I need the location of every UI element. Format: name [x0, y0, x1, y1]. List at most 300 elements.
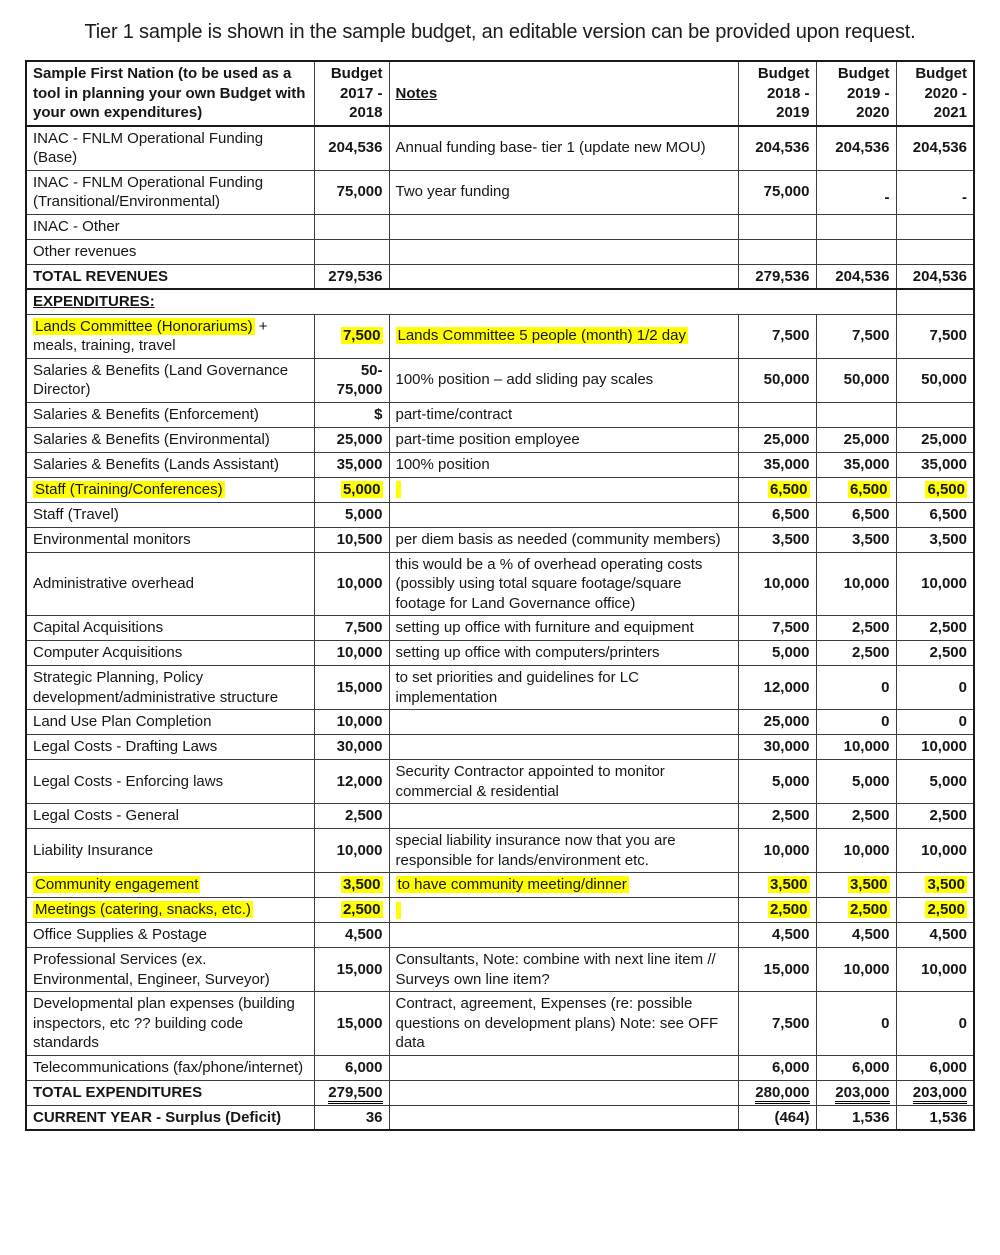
budget-2017-cell — [314, 992, 389, 1056]
budget-value: 7,500 — [929, 327, 967, 345]
budget-2020-cell — [896, 829, 974, 873]
row-label-cell: TOTAL EXPENDITURES — [26, 1080, 314, 1105]
budget-value: 35,000 — [921, 455, 967, 473]
budget-value: 280,000 — [755, 1084, 809, 1104]
table-row — [26, 666, 974, 710]
row-label-cell: Capital Acquisitions — [26, 616, 314, 641]
budget-value: 10,000 — [921, 841, 967, 859]
table-row — [26, 552, 974, 616]
notes-cell — [389, 898, 738, 923]
budget-value: 3,500 — [769, 876, 808, 894]
budget-value: 15,000 — [336, 678, 383, 696]
budget-value: 10,000 — [921, 960, 967, 978]
budget-2018-cell — [738, 666, 816, 710]
budget-value: 25,000 — [336, 430, 383, 448]
col-header-budget-2019: Budget 2019 - 2020 — [816, 61, 896, 126]
budget-value: 35,000 — [843, 455, 890, 473]
budget-value: 35,000 — [336, 455, 383, 473]
budget-2019-cell — [816, 502, 896, 527]
budget-2020-cell — [896, 214, 974, 239]
budget-value: 0 — [958, 1014, 967, 1032]
notes-cell — [389, 239, 738, 264]
budget-2020-cell — [896, 948, 974, 992]
budget-2019-cell — [816, 1105, 896, 1130]
note-text: setting up office with computers/printers — [395, 644, 660, 662]
budget-value: 25,000 — [763, 713, 810, 731]
budget-2019-cell — [816, 358, 896, 402]
budget-value: 5,000 — [851, 772, 890, 790]
budget-value: 5,000 — [929, 772, 967, 790]
budget-value: 0 — [958, 713, 967, 731]
budget-2017-cell — [314, 502, 389, 527]
budget-value: 10,000 — [763, 575, 810, 592]
budget-2020-cell — [896, 804, 974, 829]
budget-2018-cell — [738, 804, 816, 829]
table-row — [26, 527, 974, 552]
budget-value: 7,500 — [771, 327, 810, 345]
budget-2017-cell — [314, 1055, 389, 1080]
budget-value: 50,000 — [843, 371, 890, 389]
budget-value: 2,500 — [929, 644, 967, 662]
budget-2019-cell — [816, 427, 896, 452]
budget-value: 204,536 — [835, 267, 890, 285]
budget-value: - — [884, 189, 890, 206]
notes-cell — [389, 992, 738, 1056]
row-label-cell: Lands Committee (Honorariums) + meals, training, travel — [26, 314, 314, 358]
row-label-cell: Liability Insurance — [26, 829, 314, 873]
budget-value: 203,000 — [835, 1084, 889, 1104]
budget-value: 50,000 — [763, 371, 810, 389]
budget-2019-cell — [816, 264, 896, 289]
header-row — [26, 61, 974, 126]
budget-2018-cell — [738, 402, 816, 427]
budget-value: 7,500 — [851, 327, 890, 345]
budget-value: 35,000 — [763, 455, 810, 473]
note-text: setting up office with furniture and equipment — [395, 619, 694, 637]
row-label-cell: Staff (Travel) — [26, 502, 314, 527]
budget-2017-cell — [314, 1105, 389, 1130]
budget-2020-cell — [896, 735, 974, 760]
note-text: to set priorities and guidelines for LC implementation — [395, 669, 639, 706]
row-label-cell: Salaries & Benefits (Lands Assistant) — [26, 452, 314, 477]
row-label-cell: Professional Services (ex. Environmental, Engineer, Surveyor) — [26, 948, 314, 992]
budget-2019-cell — [816, 552, 896, 616]
col-header-budget-2017: Budget 2017 - 2018 — [314, 61, 389, 126]
table-row — [26, 452, 974, 477]
budget-value: 7,500 — [771, 1014, 810, 1032]
budget-value: 4,500 — [771, 926, 810, 944]
budget-2017-cell — [314, 1080, 389, 1105]
budget-value: $ — [374, 405, 383, 423]
note-text: to have community meeting/dinner — [397, 876, 627, 894]
budget-2017-cell — [314, 264, 389, 289]
budget-2017-cell — [314, 170, 389, 214]
table-row — [26, 1105, 974, 1130]
notes-cell — [389, 427, 738, 452]
note-text: Security Contractor appointed to monitor commercial & residential — [395, 763, 665, 800]
budget-value: 10,000 — [843, 738, 890, 756]
row-label-cell: Legal Costs - General — [26, 804, 314, 829]
table-row — [26, 641, 974, 666]
row-label-cell: Legal Costs - Drafting Laws — [26, 735, 314, 760]
budget-2020-cell — [896, 170, 974, 214]
budget-value: 279,536 — [755, 267, 810, 285]
highlight-mark — [396, 481, 401, 498]
budget-value: 10,000 — [921, 575, 967, 592]
notes-cell — [389, 314, 738, 358]
section-label-cell — [26, 289, 896, 314]
budget-value: 6,000 — [929, 1058, 967, 1076]
notes-cell — [389, 170, 738, 214]
budget-2019-cell — [816, 477, 896, 502]
budget-2018-cell — [738, 239, 816, 264]
budget-2017-cell — [314, 760, 389, 804]
notes-cell — [389, 402, 738, 427]
budget-value: 6,500 — [927, 480, 965, 498]
budget-2017-cell — [314, 666, 389, 710]
table-row — [26, 804, 974, 829]
budget-2017-cell — [314, 477, 389, 502]
budget-value: 2,500 — [851, 807, 890, 825]
budget-value: 5,000 — [342, 480, 381, 498]
budget-2018-cell — [738, 126, 816, 171]
budget-value: 7,500 — [344, 619, 383, 637]
budget-value: 10,000 — [843, 575, 890, 592]
budget-2018-cell — [738, 923, 816, 948]
budget-value: 6,500 — [849, 480, 888, 498]
budget-2018-cell — [738, 760, 816, 804]
budget-2019-cell — [816, 214, 896, 239]
highlighted-label: Meetings (catering, snacks, etc.) — [35, 901, 251, 919]
budget-2019-cell — [816, 1080, 896, 1105]
table-row — [26, 923, 974, 948]
budget-2017-cell — [314, 898, 389, 923]
budget-2019-cell — [816, 804, 896, 829]
budget-2018-cell — [738, 214, 816, 239]
budget-2020-cell — [896, 1055, 974, 1080]
budget-value: 279,500 — [328, 1084, 382, 1104]
notes-cell — [389, 616, 738, 641]
table-row — [26, 477, 974, 502]
budget-value: 25,000 — [763, 430, 810, 448]
budget-2020-cell — [896, 616, 974, 641]
budget-value: 10,000 — [336, 713, 383, 731]
row-label-cell: Computer Acquisitions — [26, 641, 314, 666]
budget-2018-cell — [738, 641, 816, 666]
budget-value: 10,000 — [843, 960, 890, 978]
budget-value: 10,000 — [921, 738, 967, 756]
budget-value: 10,000 — [336, 644, 383, 662]
budget-value: 6,500 — [771, 505, 810, 523]
budget-2018-cell — [738, 264, 816, 289]
budget-2019-cell — [816, 873, 896, 898]
budget-2020-cell — [896, 527, 974, 552]
budget-value: 4,500 — [344, 926, 383, 944]
highlighted-label: Lands Committee (Honorariums) — [35, 317, 253, 335]
budget-value: 10,000 — [336, 575, 383, 592]
budget-value: 2,500 — [769, 901, 808, 919]
budget-value: 2,500 — [851, 644, 890, 662]
budget-value: 75,000 — [336, 183, 383, 201]
row-label-cell: INAC - FNLM Operational Funding (Base) — [26, 126, 314, 171]
budget-value: 50-75,000 — [336, 361, 383, 398]
budget-value: 2,500 — [851, 619, 890, 637]
notes-cell — [389, 477, 738, 502]
highlighted-label: Staff (Training/Conferences) — [35, 480, 223, 498]
table-row — [26, 264, 974, 289]
budget-value: 203,000 — [913, 1084, 967, 1104]
notes-cell — [389, 214, 738, 239]
table-row — [26, 948, 974, 992]
budget-2020-cell — [896, 402, 974, 427]
budget-2020-cell — [896, 314, 974, 358]
budget-2017-cell — [314, 804, 389, 829]
budget-2020-cell — [896, 760, 974, 804]
budget-value: 4,500 — [929, 926, 967, 944]
budget-2017-cell — [314, 735, 389, 760]
note-text: 100% position — [395, 455, 490, 473]
notes-cell — [389, 710, 738, 735]
budget-2018-cell — [738, 616, 816, 641]
row-label-cell — [26, 898, 314, 923]
budget-value: 0 — [881, 713, 890, 731]
budget-2019-cell — [816, 923, 896, 948]
budget-2018-cell — [738, 502, 816, 527]
budget-2019-cell — [816, 527, 896, 552]
budget-2017-cell — [314, 214, 389, 239]
table-row — [26, 170, 974, 214]
budget-2020-cell — [896, 710, 974, 735]
budget-value: 15,000 — [336, 960, 383, 978]
table-row — [26, 1080, 974, 1105]
budget-2020-cell — [896, 666, 974, 710]
budget-2017-cell — [314, 239, 389, 264]
notes-cell — [389, 923, 738, 948]
row-label-cell: Salaries & Benefits (Environmental) — [26, 427, 314, 452]
budget-value: 12,000 — [763, 678, 810, 696]
table-row — [26, 239, 974, 264]
budget-2018-cell — [738, 1080, 816, 1105]
budget-value: 204,536 — [328, 139, 383, 157]
row-label-cell — [26, 873, 314, 898]
budget-2017-cell — [314, 829, 389, 873]
budget-value: 7,500 — [771, 619, 810, 637]
row-label-cell: Strategic Planning, Policy development/administrative structure — [26, 666, 314, 710]
budget-value: 2,500 — [929, 807, 967, 825]
budget-value: 2,500 — [849, 901, 888, 919]
budget-value: 10,000 — [843, 841, 890, 859]
budget-value: 4,500 — [851, 926, 890, 944]
note-text: Annual funding base- tier 1 (update new MOU) — [395, 139, 706, 157]
table-row — [26, 314, 974, 358]
budget-value: 0 — [881, 678, 890, 696]
row-label-cell: Salaries & Benefits (Land Governance Director) — [26, 358, 314, 402]
empty-cell — [896, 289, 974, 314]
budget-value: 3,500 — [342, 876, 381, 894]
notes-cell — [389, 1055, 738, 1080]
budget-2018-cell — [738, 948, 816, 992]
notes-cell — [389, 666, 738, 710]
budget-value: 2,500 — [927, 901, 965, 919]
section-row — [26, 289, 974, 314]
budget-2019-cell — [816, 452, 896, 477]
budget-value: 5,000 — [344, 505, 383, 523]
budget-value: 15,000 — [336, 1014, 383, 1032]
budget-2020-cell — [896, 873, 974, 898]
table-row — [26, 760, 974, 804]
table-row — [26, 992, 974, 1056]
budget-2020-cell — [896, 358, 974, 402]
budget-2018-cell — [738, 452, 816, 477]
budget-value: 7,500 — [342, 327, 381, 345]
note-text: special liability insurance now that you are responsible for lands/environment etc. — [395, 832, 676, 869]
table-row — [26, 829, 974, 873]
budget-2018-cell — [738, 710, 816, 735]
budget-2020-cell — [896, 992, 974, 1056]
note-text: part-time position employee — [395, 430, 580, 448]
notes-cell — [389, 126, 738, 171]
note-text: per diem basis as needed (community members) — [395, 530, 721, 548]
budget-value: 204,536 — [755, 139, 810, 157]
budget-value: (464) — [774, 1108, 810, 1126]
budget-2020-cell — [896, 502, 974, 527]
budget-2018-cell — [738, 1055, 816, 1080]
budget-2019-cell — [816, 641, 896, 666]
budget-value: 2,500 — [342, 901, 381, 919]
table-row — [26, 126, 974, 171]
budget-value: 0 — [958, 678, 967, 696]
budget-value: 30,000 — [763, 738, 810, 756]
budget-value: - — [962, 189, 967, 206]
budget-2018-cell — [738, 992, 816, 1056]
budget-2019-cell — [816, 314, 896, 358]
table-row — [26, 214, 974, 239]
notes-label: Notes — [395, 84, 438, 102]
budget-value: 12,000 — [336, 772, 383, 790]
budget-2017-cell — [314, 126, 389, 171]
table-row — [26, 402, 974, 427]
budget-2019-cell — [816, 735, 896, 760]
document-title: Tier 1 sample is shown in the sample budget, an editable version can be provided upon request. — [84, 21, 916, 43]
budget-value: 1,536 — [929, 1108, 967, 1126]
budget-2018-cell — [738, 527, 816, 552]
budget-2019-cell — [816, 948, 896, 992]
note-text: Consultants, Note: combine with next line item // Surveys own line item? — [395, 951, 716, 988]
table-row — [26, 898, 974, 923]
budget-2017-cell — [314, 452, 389, 477]
budget-2020-cell — [896, 452, 974, 477]
row-label-cell: Environmental monitors — [26, 527, 314, 552]
notes-cell — [389, 873, 738, 898]
budget-2018-cell — [738, 477, 816, 502]
budget-2019-cell — [816, 992, 896, 1056]
row-label-cell: Land Use Plan Completion — [26, 710, 314, 735]
budget-value: 204,536 — [912, 267, 967, 285]
budget-2017-cell — [314, 358, 389, 402]
section-label: EXPENDITURES: — [33, 293, 155, 310]
note-text: Lands Committee 5 people (month) 1/2 day — [397, 327, 686, 345]
budget-value: 204,536 — [835, 139, 890, 157]
budget-value: 2,500 — [771, 807, 810, 825]
budget-2020-cell — [896, 239, 974, 264]
col-header-item: Sample First Nation (to be used as a tool in planning your own Budget with your own expenditures) — [26, 61, 314, 126]
budget-2019-cell — [816, 239, 896, 264]
budget-2018-cell — [738, 358, 816, 402]
budget-2018-cell — [738, 735, 816, 760]
row-label-cell: Other revenues — [26, 239, 314, 264]
note-text: Contract, agreement, Expenses (re: possible questions on development plans) Note: see OFF data — [395, 995, 719, 1051]
row-label-cell: Office Supplies & Postage — [26, 923, 314, 948]
notes-cell — [389, 829, 738, 873]
budget-2018-cell — [738, 552, 816, 616]
budget-2017-cell — [314, 402, 389, 427]
note-text: part-time/contract — [395, 405, 513, 423]
budget-2019-cell — [816, 829, 896, 873]
table-row — [26, 427, 974, 452]
col-header-budget-2018: Budget 2018 - 2019 — [738, 61, 816, 126]
budget-2019-cell — [816, 760, 896, 804]
notes-cell — [389, 1105, 738, 1130]
budget-value: 3,500 — [851, 530, 890, 548]
budget-2020-cell — [896, 1080, 974, 1105]
budget-value: 75,000 — [763, 183, 810, 201]
notes-cell — [389, 527, 738, 552]
budget-value: 15,000 — [763, 960, 810, 978]
budget-value: 30,000 — [336, 738, 383, 756]
budget-value: 3,500 — [849, 876, 888, 894]
notes-cell — [389, 735, 738, 760]
highlighted-label: Community engagement — [35, 876, 199, 894]
notes-cell — [389, 452, 738, 477]
notes-cell — [389, 264, 738, 289]
row-label-cell: INAC - Other — [26, 214, 314, 239]
table-row — [26, 358, 974, 402]
budget-2020-cell — [896, 427, 974, 452]
budget-2018-cell — [738, 873, 816, 898]
notes-cell — [389, 552, 738, 616]
budget-value: 5,000 — [771, 644, 810, 662]
budget-2020-cell — [896, 923, 974, 948]
notes-cell — [389, 502, 738, 527]
note-text: 100% position – add sliding pay scales — [395, 371, 654, 389]
budget-value: 6,000 — [344, 1058, 383, 1076]
note-text: Two year funding — [395, 183, 510, 201]
budget-2017-cell — [314, 873, 389, 898]
budget-value: 36 — [365, 1108, 383, 1126]
budget-2019-cell — [816, 170, 896, 214]
notes-cell — [389, 948, 738, 992]
notes-cell — [389, 358, 738, 402]
budget-value: 3,500 — [929, 530, 967, 548]
budget-value: 0 — [881, 1014, 890, 1032]
budget-2018-cell — [738, 314, 816, 358]
budget-value: 3,500 — [771, 530, 810, 548]
budget-2019-cell — [816, 616, 896, 641]
row-label-cell: TOTAL REVENUES — [26, 264, 314, 289]
note-text: this would be a % of overhead operating costs (possibly using total square footage/square footage for Land Governance office) — [395, 555, 703, 612]
notes-cell — [389, 641, 738, 666]
budget-value: 279,536 — [328, 267, 383, 285]
budget-2020-cell — [896, 1105, 974, 1130]
budget-value: 6,500 — [929, 505, 967, 523]
budget-2018-cell — [738, 829, 816, 873]
budget-2020-cell — [896, 264, 974, 289]
budget-2017-cell — [314, 710, 389, 735]
budget-value: 3,500 — [927, 876, 965, 894]
budget-2019-cell — [816, 126, 896, 171]
budget-2017-cell — [314, 923, 389, 948]
budget-2020-cell — [896, 641, 974, 666]
